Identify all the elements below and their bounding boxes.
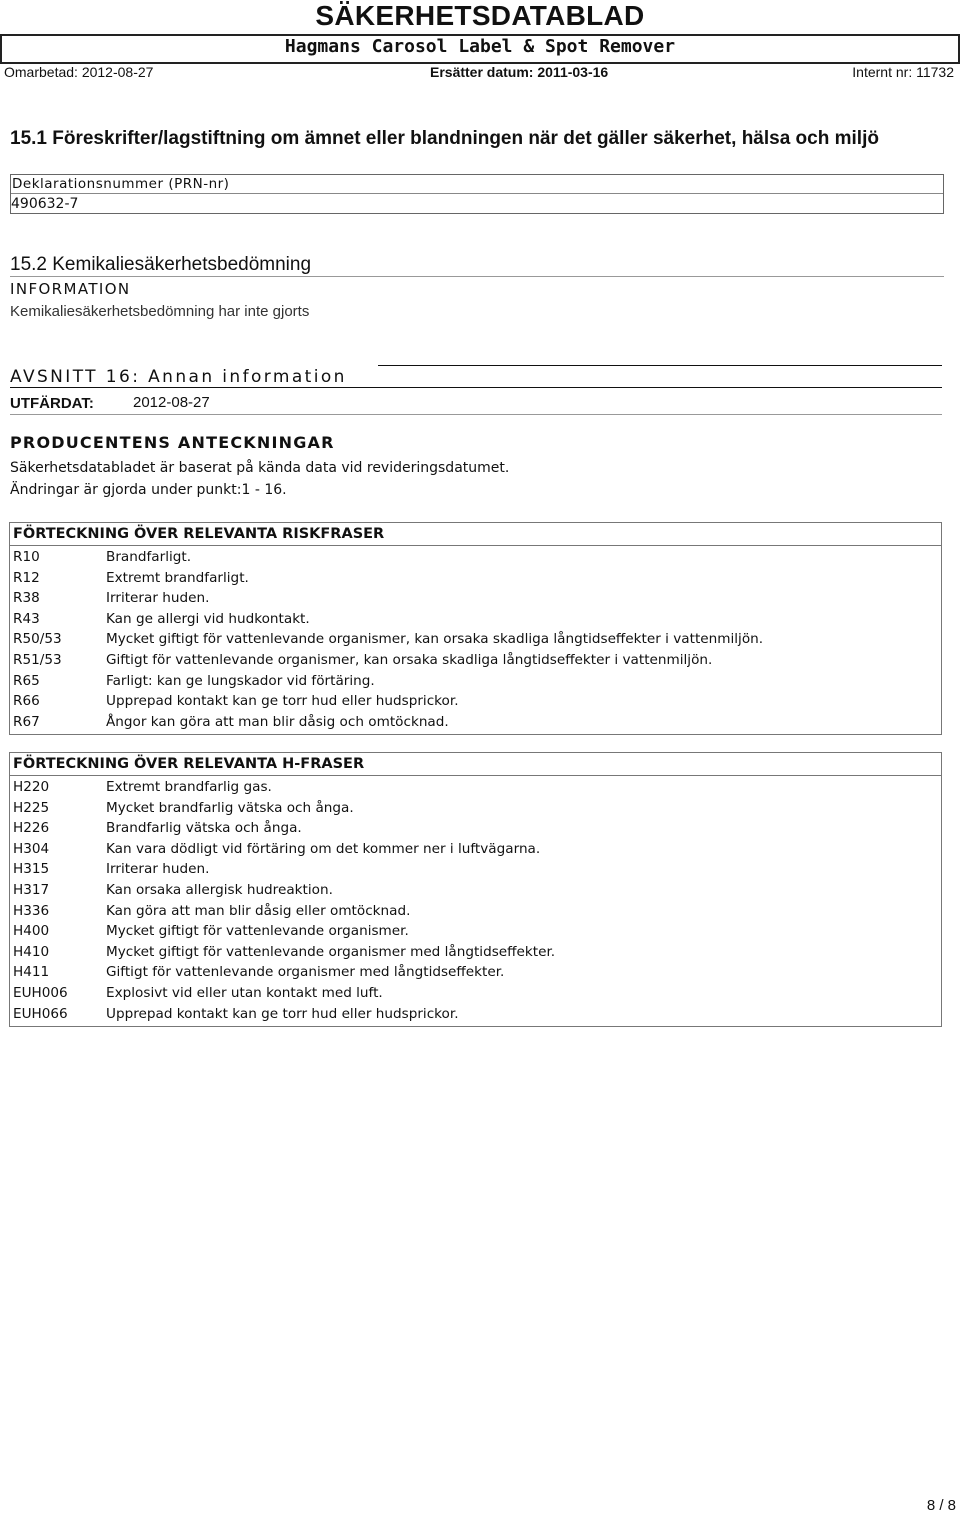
phrase-text: Explosivt vid eller utan kontakt med luft. bbox=[106, 984, 383, 1001]
phrase-row bbox=[10, 983, 941, 1004]
information-label: INFORMATION bbox=[10, 280, 131, 298]
phrase-code: EUH066 bbox=[13, 1005, 68, 1022]
phrase-row bbox=[10, 650, 941, 671]
phrase-text: Extremt brandfarlig gas. bbox=[106, 779, 272, 795]
h-phrases-heading: FÖRTECKNING ÖVER RELEVANTA H-FRASER bbox=[10, 753, 941, 776]
phrase-text: Kan göra att man blir dåsig eller omtöcknad. bbox=[106, 902, 411, 919]
producer-notes-text bbox=[10, 457, 910, 501]
phrase-row bbox=[10, 547, 941, 568]
revised-date: Omarbetad: 2012-08-27 bbox=[4, 64, 154, 80]
phrase-row bbox=[10, 818, 941, 839]
phrase-text: Irriterar huden. bbox=[106, 590, 210, 607]
phrase-code: R43 bbox=[13, 610, 40, 627]
phrase-text: Upprepad kontakt kan ge torr hud eller hudsprickor. bbox=[106, 693, 459, 710]
phrase-code: H226 bbox=[13, 820, 50, 837]
phrase-row bbox=[10, 942, 941, 963]
phrase-row bbox=[10, 629, 941, 650]
phrase-code: R66 bbox=[13, 693, 40, 710]
section-15-2-heading: 15.2 Kemikaliesäkerhetsbedömning bbox=[10, 254, 944, 277]
phrase-code: H336 bbox=[13, 902, 50, 919]
phrase-text: Kan vara dödligt vid förtäring om det kommer ner i luftvägarna. bbox=[106, 840, 541, 857]
phrase-text: Mycket giftigt för vattenlevande organismer, kan orsaka skadliga långtidseffekter i vattenmiljön. bbox=[106, 631, 764, 648]
product-name: Hagmans Carosol Label & Spot Remover bbox=[284, 36, 676, 57]
document-title: SÄKERHETSDATABLAD bbox=[315, 0, 645, 31]
phrase-text: Upprepad kontakt kan ge torr hud eller hudsprickor. bbox=[106, 1005, 459, 1022]
phrase-code: R51/53 bbox=[13, 651, 62, 668]
risk-phrases-table bbox=[9, 522, 942, 735]
phrase-code: H304 bbox=[13, 840, 50, 857]
phrase-row bbox=[10, 901, 941, 922]
phrase-row bbox=[10, 712, 941, 733]
producer-notes-heading: PRODUCENTENS ANTECKNINGAR bbox=[10, 433, 335, 452]
phrase-row bbox=[10, 568, 941, 589]
phrase-text: Ångor kan göra att man blir dåsig och omtöcknad. bbox=[106, 713, 449, 730]
phrase-code: H225 bbox=[13, 799, 50, 816]
phrase-code: R65 bbox=[13, 672, 40, 689]
replaces-date: Ersätter datum: 2011-03-16 bbox=[430, 64, 609, 80]
phrase-code: EUH006 bbox=[13, 984, 68, 1001]
information-text: Kemikaliesäkerhetsbedömning har inte gjorts bbox=[10, 303, 310, 320]
phrase-code: H400 bbox=[13, 923, 50, 940]
phrase-row bbox=[10, 859, 941, 880]
phrase-row bbox=[10, 962, 941, 983]
phrase-row bbox=[10, 777, 941, 798]
phrase-text: Extremt brandfarligt. bbox=[106, 569, 249, 586]
phrase-text: Kan ge allergi vid hudkontakt. bbox=[106, 610, 310, 627]
phrase-code: R10 bbox=[13, 549, 40, 565]
phrase-row bbox=[10, 880, 941, 901]
section-15-1-heading: 15.1 Föreskrifter/lagstiftning om ämnet eller blandningen när det gäller säkerhet, hälsa och miljö bbox=[10, 128, 879, 149]
risk-phrases-heading: FÖRTECKNING ÖVER RELEVANTA RISKFRASER bbox=[10, 523, 941, 546]
issued-row bbox=[10, 392, 942, 415]
notes-line: Ändringar är gjorda under punkt:1 - 16. bbox=[10, 482, 287, 498]
phrase-code: R50/53 bbox=[13, 631, 62, 648]
phrase-code: R12 bbox=[13, 569, 40, 586]
phrase-text: Brandfarligt. bbox=[106, 549, 192, 565]
phrase-code: H410 bbox=[13, 943, 50, 960]
phrase-code: H411 bbox=[13, 964, 50, 981]
phrase-code: H317 bbox=[13, 881, 50, 898]
phrase-row bbox=[10, 609, 941, 630]
phrase-text: Mycket brandfarlig vätska och ånga. bbox=[106, 799, 354, 816]
phrase-row bbox=[10, 798, 941, 819]
phrase-code: R38 bbox=[13, 590, 40, 607]
declaration-box bbox=[10, 174, 944, 214]
phrase-row bbox=[10, 691, 941, 712]
phrase-code: R67 bbox=[13, 713, 40, 730]
issued-date: 2012-08-27 bbox=[133, 394, 210, 411]
section-16-heading: AVSNITT 16: Annan information bbox=[10, 366, 942, 388]
phrase-text: Irriterar huden. bbox=[106, 861, 210, 878]
phrase-text: Mycket giftigt för vattenlevande organismer med långtidseffekter. bbox=[106, 943, 556, 960]
revision-row bbox=[0, 64, 960, 84]
phrase-code: H220 bbox=[13, 779, 50, 795]
phrase-text: Giftigt för vattenlevande organismer, kan orsaka skadliga långtidseffekter i vattenmiljön. bbox=[106, 651, 713, 668]
phrase-row bbox=[10, 671, 941, 692]
h-phrases-table bbox=[9, 752, 942, 1027]
notes-line: Säkerhetsdatabladet är baserat på kända data vid revideringsdatumet. bbox=[10, 460, 510, 476]
phrase-text: Giftigt för vattenlevande organismer med långtidseffekter. bbox=[106, 964, 505, 981]
internal-number: Internt nr: 11732 bbox=[852, 64, 954, 80]
issued-label: UTFÄRDAT: bbox=[10, 395, 94, 412]
declaration-value: 490632-7 bbox=[11, 196, 79, 212]
page-number: 8 / 8 bbox=[926, 1497, 956, 1514]
phrase-text: Farligt: kan ge lungskador vid förtäring. bbox=[106, 672, 375, 689]
phrase-text: Mycket giftigt för vattenlevande organismer. bbox=[106, 923, 409, 940]
phrase-row bbox=[10, 839, 941, 860]
phrase-row bbox=[10, 921, 941, 942]
phrase-code: H315 bbox=[13, 861, 50, 878]
phrase-text: Brandfarlig vätska och ånga. bbox=[106, 820, 302, 837]
declaration-label: Deklarationsnummer (PRN-nr) bbox=[11, 175, 943, 194]
phrase-row bbox=[10, 1004, 941, 1025]
phrase-row bbox=[10, 588, 941, 609]
phrase-text: Kan orsaka allergisk hudreaktion. bbox=[106, 881, 333, 898]
